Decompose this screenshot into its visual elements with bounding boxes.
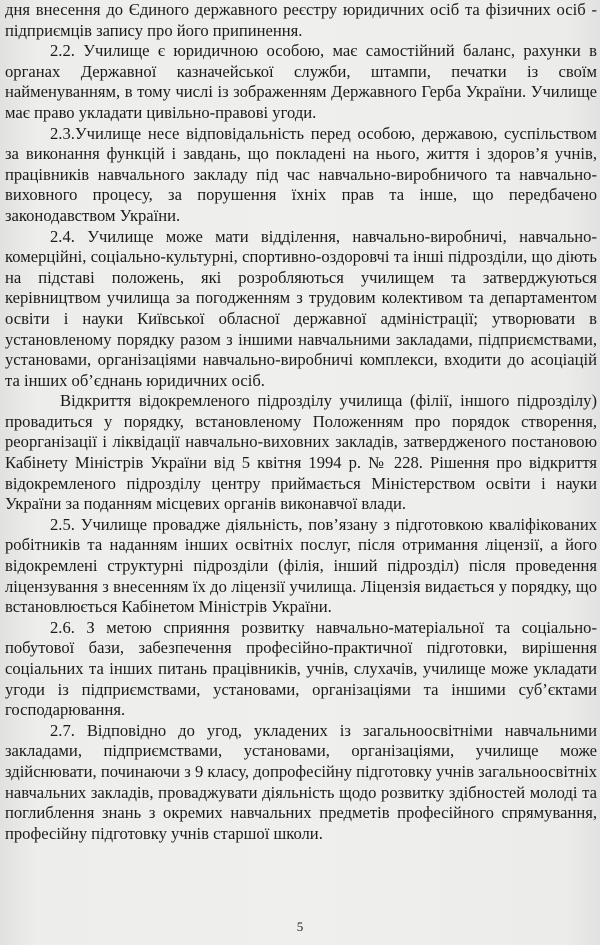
paragraph-branch-opening: Відкриття відокремленого підрозділу училища (філії, іншого підрозділу) провадиться у порядку, встановленому Положенням про порядок створення, реорганізації і ліквідації навчально-виховних закладів, затвердженого постановою Кабінету Міністрів України від 5 квітня 1994 р. № 228. Рішення про відкриття відокремленого підрозділу центру приймається Міністерством освіти і науки України за поданням місцевих органів виконавчої влади. — [5, 391, 597, 514]
paragraph-continuation: дня внесення до Єдиного державного реєстру юридичних осіб та фізичних осіб - підприємців запису про його припинення. — [5, 0, 597, 40]
paragraph-2-6: 2.6. З метою сприяння розвитку навчально-матеріальної та соціально-побутової бази, забезпечення професійно-практичної підготовки, вирішення соціальних та інших питань працівників, учнів, слухачів, училище може укладати угоди із підприємствами, установами, організаціями та іншими суб’єктами господарювання. — [5, 617, 597, 720]
body-text — [5, 0, 597, 844]
paragraph-2-7: 2.7. Відповідно до угод, укладених із загальноосвітніми навчальними закладами, підприємствами, установами, організаціями, училище може здійснювати, починаючи з 9 класу, допрофесійну підготовку учнів загальноосвітніх навчальних закладів, проваджувати діяльність щодо розвитку здібностей молоді та поглиблення знань з окремих навчальних предметів професійного спрямування, професійну підготовку учнів старшої школи. — [5, 720, 597, 843]
paragraph-2-4: 2.4. Училище може мати відділення, навчально-виробничі, навчально-комерційні, соціально-культурні, спортивно-оздоровчі та інші підрозділи, що діють на підставі положень, які розробляються училищем та затверджуються керівництвом училища за погодженням з трудовим колективом та департаментом освіти і науки Київської обласної державної адміністрації; утворювати в установленому порядку разом з іншими навчальними закладами, підприємствами, установами, організаціями навчально-виробничі комплекси, входити до асоціацій та інших об’єднань юридичних осіб. — [5, 226, 597, 390]
paragraph-2-3: 2.3.Училище несе відповідальність перед особою, державою, суспільством за виконання функцій і завдань, що покладені на нього, життя і здоров’я учнів, працівників навчального закладу під час навчально-виробничого та навчально-виховного процесу, за порушення їхніх прав та інше, що передбачено законодавством України. — [5, 123, 597, 225]
paragraph-2-5: 2.5. Училище провадже діяльність, пов’язану з підготовкою кваліфікованих робітників та наданням інших освітніх послуг, після отримання ліцензії, а його відокремлені структурні підрозділи (філія, інший підрозділ) після проведення ліцензування з внесенням їх до ліцензії училища. Ліцензія видається у порядку, що встановлюється Кабінетом Міністрів України. — [5, 514, 597, 617]
paragraph-2-2: 2.2. Училище є юридичною особою, має самостійний баланс, рахунки в органах Державної казначейської служби, штампи, печатки із своїм найменуванням, в тому числі із зображенням Державного Герба України. Училище має право укладати цивільно-правові угоди. — [5, 41, 597, 122]
page-number: 5 — [296, 919, 304, 934]
